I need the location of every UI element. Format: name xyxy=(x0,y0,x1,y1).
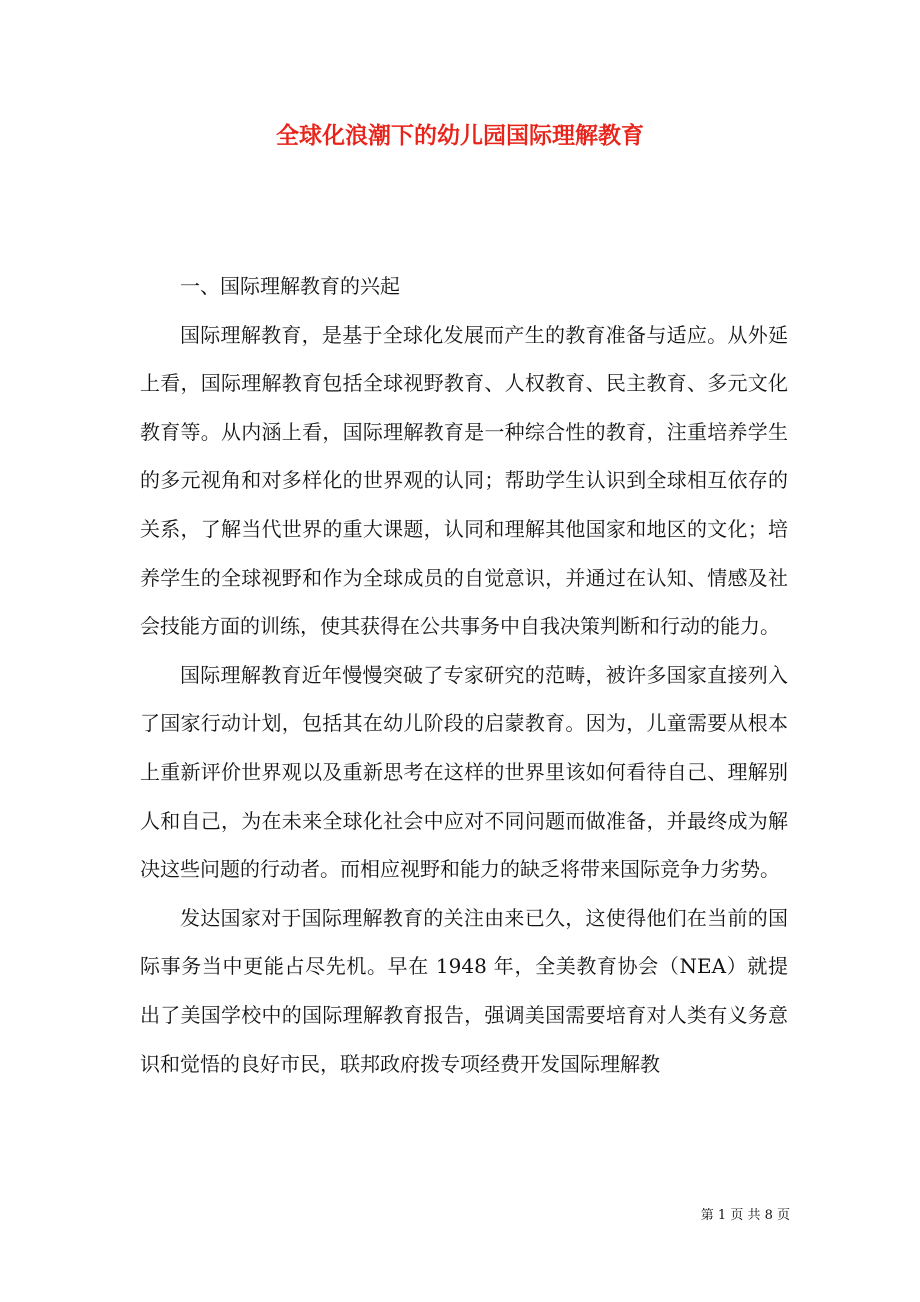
paragraph: 发达国家对于国际理解教育的关注由来已久，这使得他们在当前的国际事务当中更能占尽先机。早在 1948 年，全美教育协会（NEA）就提出了美国学校中的国际理解教育报告，强调美国需要培育对人类有义务意识和觉悟的良好市民，联邦政府拨专项经费开发国际理解教 xyxy=(140,905,788,1076)
paragraph: 国际理解教育，是基于全球化发展而产生的教育准备与适应。从外延上看，国际理解教育包括全球视野教育、人权教育、民主教育、多元文化教育等。从内涵上看，国际理解教育是一种综合性的教育，注重培养学生的多元视角和对多样化的世界观的认同；帮助学生认识到全球相互依存的关系，了解当代世界的重大课题，认同和理解其他国家和地区的文化；培养学生的全球视野和作为全球成员的自觉意识，并通过在认知、情感及社会技能方面的训练，使其获得在公共事务中自我决策判断和行动的能力。 xyxy=(140,322,788,639)
document-body xyxy=(140,262,788,1088)
paragraph: 国际理解教育近年慢慢突破了专家研究的范畴，被许多国家直接列入了国家行动计划，包括其在幼儿阶段的启蒙教育。因为，儿童需要从根本上重新评价世界观以及重新思考在这样的世界里该如何看待自己、理解别人和自己，为在未来全球化社会中应对不同问题而做准备，并最终成为解决这些问题的行动者。而相应视野和能力的缺乏将带来国际竞争力劣势。 xyxy=(140,662,788,882)
section-heading: 一、国际理解教育的兴起 xyxy=(180,274,400,298)
page-number-footer: 第 1 页 共 8 页 xyxy=(700,1208,790,1223)
document-title: 全球化浪潮下的幼儿园国际理解教育 xyxy=(276,122,644,149)
